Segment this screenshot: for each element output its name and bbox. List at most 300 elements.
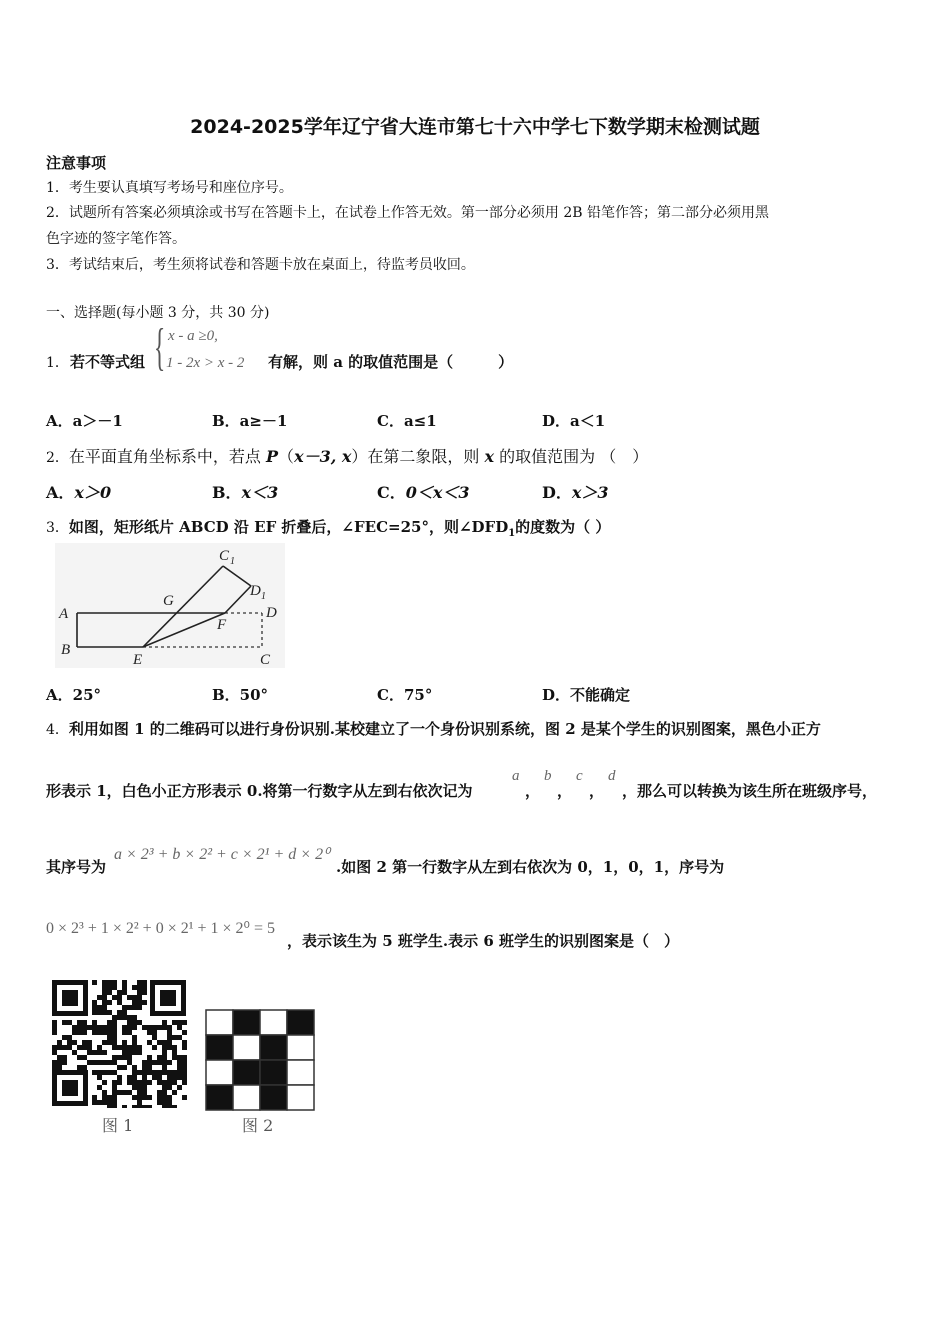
q2-text-b: （ (278, 447, 295, 466)
qr-module (172, 1080, 177, 1085)
qr-module (62, 1060, 67, 1065)
grid-cell (287, 1085, 314, 1110)
qr-module (142, 1105, 147, 1108)
qr-module (52, 1030, 57, 1035)
qr-module (142, 985, 147, 990)
qr-module (172, 1070, 177, 1075)
q2-var: x (484, 447, 495, 466)
qr-module (132, 1040, 137, 1045)
qr-module (172, 1105, 177, 1108)
qr-module (97, 1030, 102, 1035)
qr-module (92, 980, 97, 985)
q4-line4-b: ，表示该生为 5 班学生.表示 6 班学生的识别图案是（ ） (287, 932, 679, 950)
qr-module (97, 1100, 102, 1105)
qr-module (162, 1020, 167, 1025)
qr-module (97, 1025, 102, 1030)
qr-module (167, 1085, 172, 1090)
qr-module (147, 1025, 152, 1030)
q4-comma-1: ， (525, 782, 541, 800)
qr-module (107, 1040, 112, 1045)
qr-module (117, 1065, 122, 1070)
qr-module (142, 1085, 147, 1090)
qr-module (132, 1020, 137, 1025)
qr-module (132, 1035, 137, 1040)
qr-module (127, 1030, 132, 1035)
qr-module (162, 1100, 167, 1105)
qr-module (102, 990, 107, 995)
grid-cell (287, 1060, 314, 1085)
notice-item-2-cont: 色字迹的签字笔作答。 (46, 231, 186, 247)
qr-module (67, 1035, 72, 1040)
qr-module (82, 1065, 87, 1070)
q4-var-a: a (512, 768, 520, 784)
q1-option-c[interactable]: C．a≤1 (377, 412, 437, 430)
label-g: G (163, 593, 174, 609)
qr-module (77, 1065, 82, 1070)
qr-module (102, 1080, 107, 1085)
qr-module (137, 1095, 142, 1100)
qr-module (127, 1015, 132, 1020)
qr-module (162, 1065, 167, 1070)
qr-module (142, 1090, 147, 1095)
qr-module (177, 1075, 182, 1080)
qr-module (147, 1065, 152, 1070)
qr-module (82, 1020, 87, 1025)
qr-module (162, 1055, 167, 1060)
q2-option-d-letter: D． (542, 483, 572, 502)
qr-module (82, 1055, 87, 1060)
q2-option-a-expr: x＞0 (74, 483, 112, 502)
qr-module (182, 1070, 187, 1075)
qr-module (97, 1085, 102, 1090)
qr-module (142, 1075, 147, 1080)
qr-module (62, 1055, 67, 1060)
qr-module (182, 1075, 187, 1080)
qr-module (147, 1030, 152, 1035)
qr-module (137, 980, 142, 985)
qr-module (62, 1035, 67, 1040)
qr-module (52, 1050, 57, 1055)
qr-module (77, 1025, 82, 1030)
qr-module (157, 1075, 162, 1080)
fig1-caption: 图 1 (102, 1116, 134, 1135)
q3-option-d[interactable]: D．不能确定 (542, 686, 631, 704)
qr-module (152, 1060, 157, 1065)
qr-module (132, 1000, 137, 1005)
q2-point: P (266, 447, 279, 466)
qr-module (127, 1025, 132, 1030)
q2-option-d[interactable] (542, 480, 609, 503)
qr-module (107, 1010, 112, 1015)
q2-option-c[interactable] (377, 480, 470, 503)
grid-cell (206, 1060, 233, 1085)
qr-module (122, 1065, 127, 1070)
section-heading: 一、选择题(每小题 3 分，共 30 分) (46, 305, 270, 321)
q2-option-a[interactable] (46, 480, 111, 503)
qr-module (122, 1005, 127, 1010)
q3-text2: 的度数为（ ） (515, 518, 611, 536)
qr-module (177, 1025, 182, 1030)
label-e: E (133, 652, 143, 668)
qr-module (112, 1090, 117, 1095)
q2-text-a: 在平面直角坐标系中，若点 (68, 447, 267, 466)
q2-number: 2． (46, 450, 69, 466)
qr-module (77, 1045, 82, 1050)
qr-module (177, 1035, 182, 1040)
qr-code-image (50, 978, 190, 1108)
qr-module (172, 1055, 177, 1060)
qr-module (167, 1035, 172, 1040)
grid-cell (206, 1010, 233, 1035)
qr-module (162, 1070, 167, 1075)
qr-module (117, 1080, 122, 1085)
qr-module (57, 1045, 62, 1050)
q2-text-c: ）在第二象限，则 (351, 447, 485, 466)
id-pattern-grid (204, 1008, 316, 1112)
qr-module (167, 1045, 172, 1050)
q3-option-c[interactable]: C．75° (377, 686, 433, 704)
qr-module (177, 1085, 182, 1090)
qr-module (142, 1065, 147, 1070)
qr-module (102, 1005, 107, 1010)
q2-stem (46, 444, 648, 467)
qr-module (107, 1020, 112, 1025)
qr-module (147, 1070, 152, 1075)
qr-module (72, 1030, 77, 1035)
qr-module (112, 1020, 117, 1025)
q4-var-b: b (544, 768, 552, 784)
qr-module (102, 1095, 107, 1100)
q2-option-b-letter: B． (212, 483, 242, 502)
notice-heading: 注意事项 (46, 154, 107, 172)
qr-module (122, 1030, 127, 1035)
q4-line1 (46, 718, 821, 739)
qr-module (87, 1060, 92, 1065)
q3-stem (46, 516, 610, 539)
qr-module (137, 1000, 142, 1005)
qr-module (112, 1100, 117, 1105)
qr-module (122, 1015, 127, 1020)
qr-module (132, 1015, 137, 1020)
qr-module (77, 1030, 82, 1035)
qr-module (132, 1095, 137, 1100)
qr-module (97, 1050, 102, 1055)
q3-option-b[interactable]: B．50° (212, 686, 269, 704)
qr-module (97, 1070, 102, 1075)
qr-module (117, 1075, 122, 1080)
notice-item-2: 2．试题所有答案必须填涂或书写在答题卡上，在试卷上作答无效。第一部分必须用 2B 铅笔作答；第二部分必须用黑 (46, 205, 769, 221)
qr-module (107, 1060, 112, 1065)
qr-module (72, 1025, 77, 1030)
qr-module (57, 1055, 62, 1060)
qr-module (82, 1025, 87, 1030)
qr-module (92, 1005, 97, 1010)
qr-module (52, 1020, 57, 1025)
qr-module (87, 1040, 92, 1045)
qr-module (112, 1015, 117, 1020)
qr-module (92, 1070, 97, 1075)
qr-module (107, 1070, 112, 1075)
qr-module (92, 1050, 97, 1055)
q3-number: 3． (46, 520, 69, 536)
q4-line3-b: .如图 2 第一行数字从左到右依次为 0，1，0，1，序号为 (336, 858, 725, 876)
qr-module (112, 985, 117, 990)
qr-module (122, 1050, 127, 1055)
qr-module (137, 1105, 142, 1108)
q1-brace: { (154, 319, 166, 376)
qr-module (182, 1080, 187, 1085)
qr-module (102, 1050, 107, 1055)
qr-module (147, 1060, 152, 1065)
q1-suffix: 有解，则 a 的取值范围是（ ） (268, 353, 514, 371)
qr-module (102, 1060, 107, 1065)
qr-module (172, 1075, 177, 1080)
qr-module (167, 1100, 172, 1105)
qr-module (127, 1045, 132, 1050)
q3-option-a[interactable]: A．25° (46, 686, 102, 704)
qr-module (122, 1025, 127, 1030)
qr-module (117, 1045, 122, 1050)
qr-module (102, 1090, 107, 1095)
qr-module (112, 1070, 117, 1075)
qr-module (122, 990, 127, 995)
label-f: F (217, 617, 227, 633)
qr-module (152, 1045, 157, 1050)
q1-option-a[interactable]: A．a＞－1 (46, 412, 123, 430)
qr-module (162, 1050, 167, 1055)
qr-module (97, 1060, 102, 1065)
fig2-caption: 图 2 (242, 1116, 274, 1135)
qr-module (167, 1080, 172, 1085)
page-title: 2024-2025学年辽宁省大连市第七十六中学七下数学期末检测试题 (190, 116, 760, 138)
qr-module (87, 1025, 92, 1030)
q2-option-d-expr: x＞3 (571, 483, 609, 502)
qr-module (157, 1025, 162, 1030)
grid-cell (206, 1035, 233, 1060)
qr-module (172, 1045, 177, 1050)
qr-module (182, 1095, 187, 1100)
label-c1: C (219, 548, 230, 564)
q4-var-d: d (608, 768, 616, 784)
q4-number: 4． (46, 722, 69, 738)
qr-module (112, 1105, 117, 1108)
qr-module (102, 985, 107, 990)
qr-module (117, 1090, 122, 1095)
qr-module (107, 980, 112, 985)
qr-module (137, 1090, 142, 1095)
qr-module (67, 1020, 72, 1025)
qr-module (167, 1030, 172, 1035)
qr-module (167, 1040, 172, 1045)
qr-module (97, 1045, 102, 1050)
qr-module (92, 1000, 97, 1005)
qr-module (67, 1040, 72, 1045)
qr-module (57, 1040, 62, 1045)
q4-var-c: c (576, 768, 583, 784)
qr-module (152, 1035, 157, 1040)
qr-module (137, 1085, 142, 1090)
q2-option-b-expr: x＜3 (241, 483, 279, 502)
qr-module (127, 1090, 132, 1095)
qr-module (92, 1100, 97, 1105)
qr-module (137, 1050, 142, 1055)
q3-text: 如图，矩形纸片 ABCD 沿 EF 折叠后，∠FEC=25°，则∠DFD (68, 518, 509, 536)
qr-module (97, 995, 102, 1000)
qr-module (132, 985, 137, 990)
qr-module (157, 1060, 162, 1065)
qr-module (137, 1005, 142, 1010)
label-d1: D (250, 583, 261, 599)
qr-module (77, 1055, 82, 1060)
qr-module (127, 1060, 132, 1065)
qr-module (122, 985, 127, 990)
qr-module (107, 1100, 112, 1105)
qr-module (157, 1100, 162, 1105)
qr-module (172, 1035, 177, 1040)
q1-number: 1． (46, 355, 69, 371)
q1-option-d[interactable]: D．a＜1 (542, 412, 606, 430)
q1-prefix: 若不等式组 (70, 353, 146, 371)
qr-module (107, 985, 112, 990)
qr-module (152, 1070, 157, 1075)
qr-module (162, 1085, 167, 1090)
qr-module (147, 1040, 152, 1045)
qr-module (157, 1070, 162, 1075)
q2-coord: x－3, x (294, 447, 352, 466)
qr-module (112, 1060, 117, 1065)
qr-module (127, 1050, 132, 1055)
grid-cells (206, 1010, 314, 1110)
qr-module (122, 980, 127, 985)
qr-module (107, 1095, 112, 1100)
qr-module (152, 1030, 157, 1035)
q4-comma-3: ， (589, 782, 605, 800)
qr-module (112, 995, 117, 1000)
qr-module (57, 1065, 62, 1070)
qr-module (97, 1005, 102, 1010)
qr-module (122, 1055, 127, 1060)
notice-item-3: 3．考试结束后，考生须将试卷和答题卡放在桌面上，待监考员收回。 (46, 257, 475, 273)
qr-module (112, 1095, 117, 1100)
qr-module (182, 1040, 187, 1045)
qr-module (177, 1020, 182, 1025)
qr-module (142, 980, 147, 985)
qr-module (102, 1100, 107, 1105)
qr-module (142, 1070, 147, 1075)
qr-module (162, 1060, 167, 1065)
qr-module (137, 1080, 142, 1085)
q2-option-a-letter: A． (46, 483, 75, 502)
qr-module (142, 1060, 147, 1065)
qr-module (132, 1050, 137, 1055)
qr-module (152, 1025, 157, 1030)
q1-system-line2: 1 - 2x > x - 2 (166, 355, 245, 371)
qr-module (92, 1025, 97, 1030)
qr-module (162, 1080, 167, 1085)
q2-option-c-letter: C． (377, 483, 406, 502)
qr-module (92, 1060, 97, 1065)
notice-item-1: 1．考生要认真填写考场号和座位序号。 (46, 180, 293, 196)
qr-module (57, 1060, 62, 1065)
qr-module (102, 1070, 107, 1075)
q2-option-c-expr: 0＜x＜3 (405, 483, 470, 502)
qr-module (142, 1080, 147, 1085)
qr-module (157, 1080, 162, 1085)
grid-cell (206, 1085, 233, 1110)
qr-module (117, 1010, 122, 1015)
qr-module (162, 1040, 167, 1045)
q4-line1-text: 利用如图 1 的二维码可以进行身份识别.某校建立了一个身份识别系统，图 2 是某个学生的识别图案，黑色小正方 (68, 720, 821, 738)
grid-cell (233, 1035, 260, 1060)
q4-formula-general: a × 2³ + b × 2² + c × 2¹ + d × 2⁰ (114, 846, 330, 863)
qr-module (112, 1040, 117, 1045)
qr-module (112, 980, 117, 985)
qr-module (162, 1105, 167, 1108)
qr-module (122, 1105, 127, 1108)
qr-module (107, 1030, 112, 1035)
qr-module (52, 1065, 57, 1070)
qr-module (127, 995, 132, 1000)
qr-module (97, 1075, 102, 1080)
qr-module (117, 1055, 122, 1060)
qr-module (177, 1065, 182, 1070)
q3-sub: 1 (508, 528, 516, 539)
qr-module (107, 1000, 112, 1005)
q2-option-b[interactable] (212, 480, 278, 503)
q4-comma-2: ， (557, 782, 573, 800)
qr-module (122, 1045, 127, 1050)
qr-module (167, 1060, 172, 1065)
qr-module (92, 1020, 97, 1025)
qr-module (132, 1005, 137, 1010)
qr-module (67, 1045, 72, 1050)
q1-option-b[interactable]: B．a≥－1 (212, 412, 288, 430)
q2-text-d: 的取值范围为 （ ） (494, 447, 649, 466)
qr-module (132, 1075, 137, 1080)
qr-module (152, 1075, 157, 1080)
qr-module (137, 1045, 142, 1050)
qr-module (82, 1040, 87, 1045)
qr-module (167, 1105, 172, 1108)
qr-module (112, 1045, 117, 1050)
qr-module (107, 1105, 112, 1108)
qr-module (157, 1090, 162, 1095)
qr-module (107, 1025, 112, 1030)
qr-finder-tr-core (160, 990, 176, 1006)
qr-module (132, 1065, 137, 1070)
qr-module (167, 1075, 172, 1080)
qr-module (162, 1090, 167, 1095)
qr-module (132, 1105, 137, 1108)
qr-module (122, 1040, 127, 1045)
qr-module (182, 1030, 187, 1035)
grid-cell (260, 1010, 287, 1035)
qr-module (112, 1035, 117, 1040)
q3-figure (55, 543, 285, 668)
qr-module (52, 1060, 57, 1065)
qr-module (72, 1050, 77, 1055)
qr-module (132, 1025, 137, 1030)
label-c1-sub: 1 (230, 556, 235, 567)
qr-module (97, 1010, 102, 1015)
qr-finder-bl-core (62, 1080, 78, 1096)
qr-module (132, 995, 137, 1000)
qr-module (92, 1095, 97, 1100)
label-c: C (260, 652, 271, 668)
label-b: B (61, 642, 71, 658)
qr-module (112, 1030, 117, 1035)
qr-module (132, 1070, 137, 1075)
